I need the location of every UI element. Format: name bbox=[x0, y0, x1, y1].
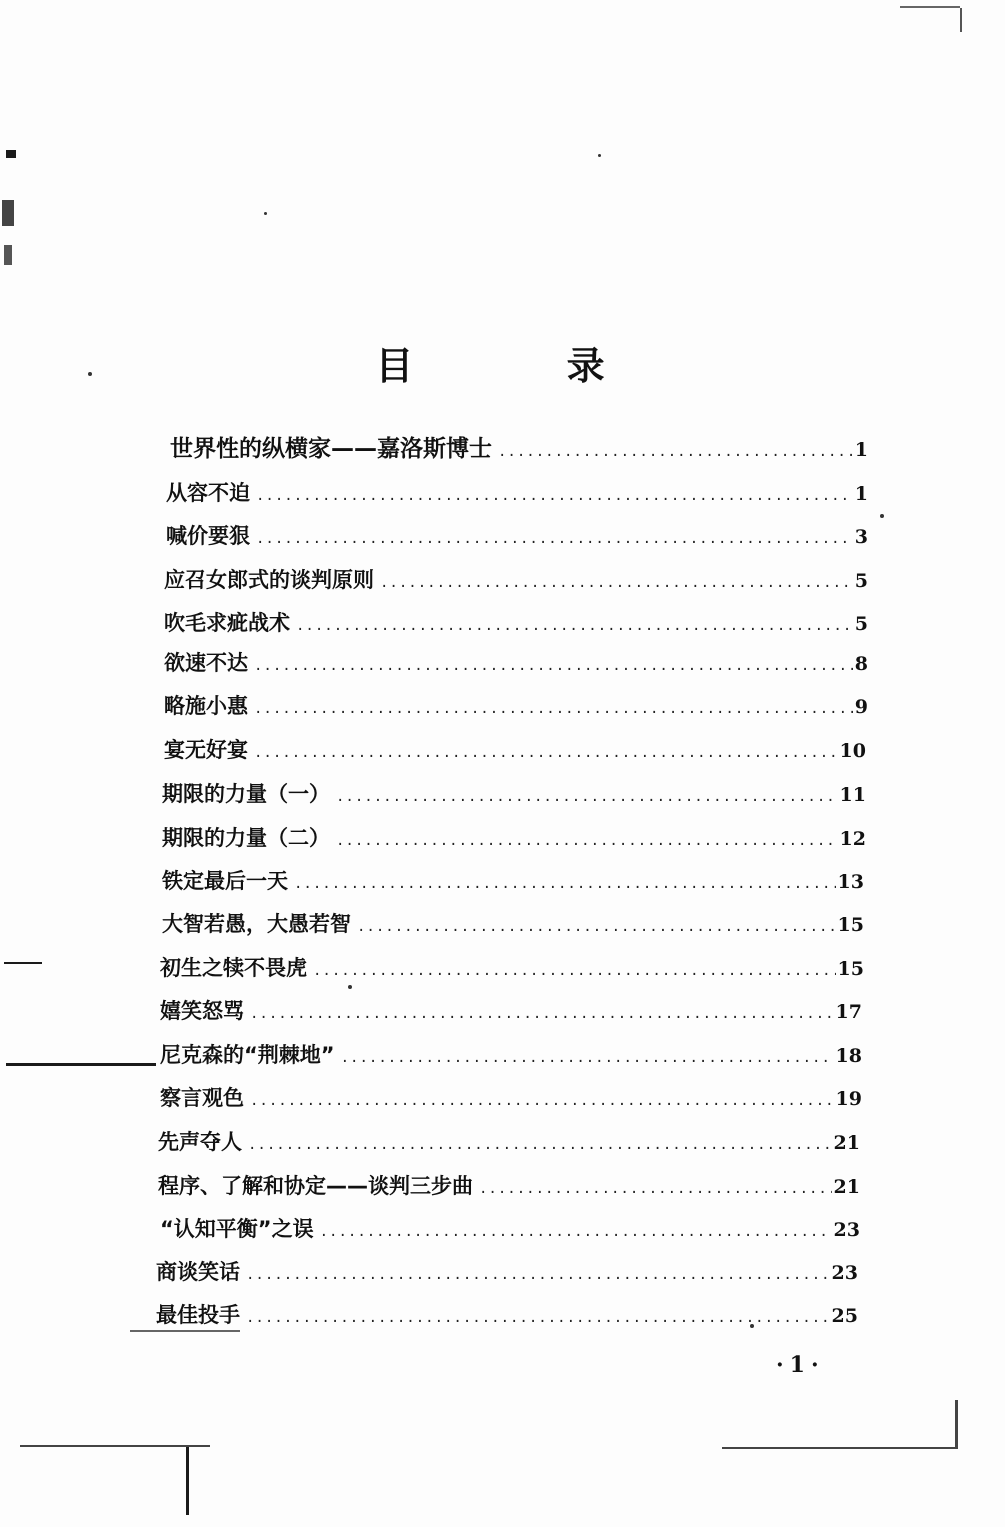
toc-entry bbox=[162, 911, 864, 940]
scan-edge-mark bbox=[20, 1445, 210, 1447]
scan-edge-mark bbox=[4, 245, 12, 265]
toc-entry-title: 期限的力量（一） bbox=[162, 782, 330, 806]
page-number: ·1· bbox=[776, 1352, 825, 1378]
toc-entry bbox=[164, 693, 868, 722]
toc-entry bbox=[170, 436, 868, 465]
dot-leader bbox=[380, 570, 853, 596]
toc-entry-page: 3 bbox=[854, 526, 868, 548]
scan-speck bbox=[598, 154, 601, 157]
dot-leader bbox=[248, 1132, 832, 1158]
scan-edge-mark bbox=[2, 200, 14, 226]
dot-leader bbox=[294, 871, 836, 897]
toc-entry-title: 最佳投手 bbox=[156, 1303, 240, 1327]
scan-speck bbox=[264, 212, 267, 215]
toc-entry bbox=[166, 480, 868, 509]
toc-entry-page: 1 bbox=[854, 483, 868, 505]
scan-edge-mark bbox=[6, 150, 16, 158]
dot-leader bbox=[254, 696, 853, 722]
toc-entry-page: 11 bbox=[839, 784, 866, 806]
dot-leader bbox=[256, 526, 853, 552]
toc-entry-title: 宴无好宴 bbox=[164, 738, 248, 762]
toc-entry-page: 18 bbox=[835, 1045, 862, 1067]
scan-speck bbox=[880, 514, 884, 518]
toc-entry bbox=[164, 650, 868, 679]
toc-entry bbox=[162, 781, 866, 810]
toc-entry bbox=[160, 1216, 860, 1245]
toc-entry-title: 欲速不达 bbox=[164, 651, 248, 675]
toc-entry-page: 15 bbox=[837, 958, 864, 980]
dot-leader bbox=[250, 1001, 834, 1027]
dot-leader bbox=[336, 784, 838, 810]
toc-entry-page: 5 bbox=[854, 570, 868, 592]
toc-entry-page: 8 bbox=[854, 653, 868, 675]
toc-entry-page: 21 bbox=[833, 1176, 860, 1198]
toc-entry-page: 12 bbox=[839, 828, 866, 850]
toc-entry bbox=[164, 567, 868, 596]
toc-entry bbox=[160, 955, 864, 984]
toc-entry bbox=[156, 1259, 858, 1288]
toc-entry-title: 吹毛求疵战术 bbox=[164, 611, 290, 635]
toc-entry-page: 1 bbox=[854, 439, 868, 461]
toc-entry bbox=[162, 868, 864, 897]
toc-entry bbox=[166, 523, 868, 552]
toc-entry-page: 5 bbox=[854, 613, 868, 635]
scan-edge-mark bbox=[186, 1447, 189, 1515]
toc-entry-title: 世界性的纵横家——嘉洛斯博士 bbox=[170, 436, 492, 462]
toc-entry-title: 商谈笑话 bbox=[156, 1260, 240, 1284]
toc-entry bbox=[158, 1129, 860, 1158]
toc-entry-page: 15 bbox=[837, 914, 864, 936]
toc-entry-title: 期限的力量（二） bbox=[162, 826, 330, 850]
dot-leader bbox=[254, 653, 853, 679]
toc-entry-page: 25 bbox=[831, 1305, 858, 1327]
scan-speck bbox=[88, 372, 92, 376]
scan-edge-mark bbox=[4, 962, 42, 964]
toc-entry-title: 喊价要狠 bbox=[166, 524, 250, 548]
dot-leader bbox=[357, 914, 836, 940]
dot-leader bbox=[296, 613, 853, 639]
dot-leader bbox=[479, 1176, 832, 1202]
dot-leader bbox=[256, 483, 853, 509]
toc-entry bbox=[160, 1042, 862, 1071]
toc-entry-title: 程序、了解和协定——谈判三步曲 bbox=[158, 1174, 473, 1198]
toc-entry bbox=[164, 737, 866, 766]
scan-speck bbox=[348, 985, 352, 989]
toc-entry-page: 21 bbox=[833, 1132, 860, 1154]
toc-entry-title: 略施小惠 bbox=[164, 694, 248, 718]
dot-leader bbox=[336, 828, 838, 854]
toc-entry-page: 17 bbox=[835, 1001, 862, 1023]
toc-entry bbox=[160, 998, 862, 1027]
dot-leader bbox=[250, 1088, 834, 1114]
toc-entry-title: “认知平衡”之误 bbox=[160, 1217, 314, 1241]
dot-leader bbox=[246, 1305, 830, 1331]
toc-entry bbox=[162, 825, 866, 854]
dot-leader bbox=[320, 1219, 832, 1245]
dot-leader bbox=[254, 740, 838, 766]
dot-leader bbox=[313, 958, 836, 984]
toc-entry bbox=[160, 1085, 862, 1114]
scan-edge-mark bbox=[955, 1400, 958, 1448]
toc-entry-title: 尼克森的“荆棘地” bbox=[160, 1043, 335, 1067]
dot-leader bbox=[341, 1045, 834, 1071]
toc-entry-title: 大智若愚，大愚若智 bbox=[162, 912, 351, 936]
toc-entry-page: 13 bbox=[837, 871, 864, 893]
toc-entry-title: 先声夺人 bbox=[158, 1130, 242, 1154]
scan-edge-mark bbox=[130, 1330, 240, 1332]
toc-entry-title: 察言观色 bbox=[160, 1086, 244, 1110]
scan-edge-mark bbox=[960, 8, 962, 32]
toc-entry-title: 嬉笑怒骂 bbox=[160, 999, 244, 1023]
scan-edge-mark bbox=[900, 6, 960, 8]
dot-leader bbox=[498, 439, 853, 465]
toc-entry-page: 23 bbox=[831, 1262, 858, 1284]
dot-leader bbox=[246, 1262, 830, 1288]
toc-entry-page: 10 bbox=[839, 740, 866, 762]
page-title: 目 录 bbox=[375, 344, 675, 388]
scan-speck bbox=[750, 1324, 754, 1328]
toc-entry-title: 应召女郎式的谈判原则 bbox=[164, 568, 374, 592]
toc-entry-title: 初生之犊不畏虎 bbox=[160, 956, 307, 980]
scan-edge-mark bbox=[6, 1063, 156, 1066]
toc-entry-page: 23 bbox=[833, 1219, 860, 1241]
scan-edge-mark bbox=[722, 1447, 958, 1449]
toc-entry bbox=[164, 610, 868, 639]
toc-entry-page: 19 bbox=[835, 1088, 862, 1110]
toc-entry bbox=[158, 1173, 860, 1202]
toc-entry-page: 9 bbox=[854, 696, 868, 718]
toc-entry-title: 从容不迫 bbox=[166, 481, 250, 505]
toc-entry-title: 铁定最后一天 bbox=[162, 869, 288, 893]
